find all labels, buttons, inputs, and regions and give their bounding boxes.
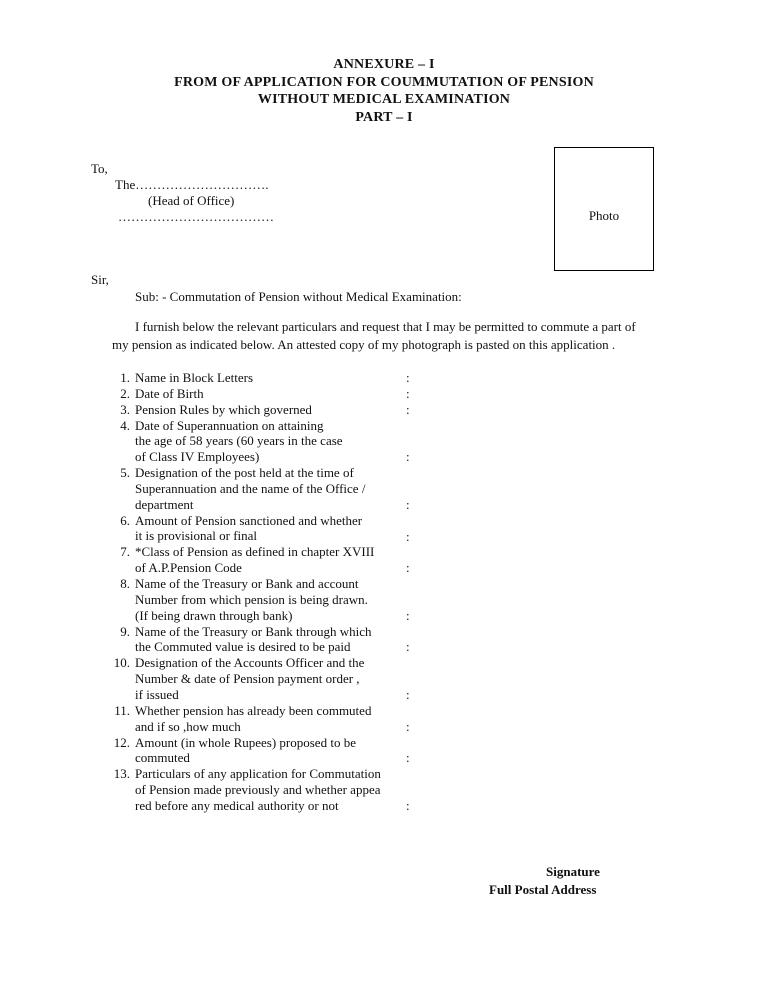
list-item-number: 13. [113,766,130,782]
intro-line-2: my pension as indicated below. An attested copy of my photograph is pasted on this application . [112,337,616,352]
list-item-text: of Class IV Employees) [135,449,260,465]
to-label: To, [91,161,108,176]
list-item-text: commuted [135,750,190,766]
list-item-colon: : [406,560,410,576]
subject-line: Sub: - Commutation of Pension without Medical Examination: [135,289,462,304]
list-item-text: Designation of the post held at the time of [135,465,354,481]
list-item-colon: : [406,496,410,512]
list-item-colon: : [406,797,410,813]
list-item-text: department [135,496,194,512]
list-item-text: (If being drawn through bank) [135,607,293,623]
list-item-number: 4. [120,417,130,433]
list-item-colon: : [406,401,410,417]
photo-box [554,147,654,271]
intro-line-1: I furnish below the relevant particulars and request that I may be permitted to commute a part of [135,319,636,334]
list-item-text: Amount (in whole Rupees) proposed to be [135,734,356,750]
form-subtitle: WITHOUT MEDICAL EXAMINATION [257,92,511,107]
signature-label: Signature [546,864,600,879]
list-item-number: 8. [120,576,130,592]
list-item-text: it is provisional or final [135,528,258,544]
list-item-number: 1. [120,370,130,385]
list-item-number: 6. [120,512,130,528]
list-item-colon: : [406,687,410,702]
list-item-text: Pension Rules by which governed [135,401,312,417]
list-item-colon: : [406,718,410,734]
form-title: FROM OF APPLICATION FOR COUMMUTATION OF PENSION [174,75,594,90]
address-dots: ……………………………… [118,209,274,224]
list-item-text: if issued [135,686,179,702]
head-of-office: (Head of Office) [148,193,235,208]
photo-label: Photo [588,208,620,223]
list-item-text: Date of Birth [135,385,204,401]
list-item-text: Name of the Treasury or Bank through which [135,623,372,639]
list-item-text: Name in Block Letters [135,370,254,385]
list-item-colon: : [406,639,410,655]
list-item-colon: : [406,385,410,401]
list-item-number: 11. [114,702,130,718]
list-item-colon: : [406,607,410,623]
list-item-text: of A.P.Pension Code [135,560,242,576]
list-item-text: of Pension made previously and whether appea [135,782,381,798]
list-item-text: and if so ,how much [135,718,241,734]
list-item-text: *Class of Pension as defined in chapter XVIII [135,544,375,560]
list-item-colon: : [406,528,410,544]
list-item-number: 9. [120,623,130,639]
list-item-text: Amount of Pension sanctioned and whether [135,512,363,528]
list-item-colon: : [406,370,410,385]
list-item-colon: : [406,449,410,465]
list-item-number: 7. [120,544,130,560]
list-item-number: 3. [120,401,130,417]
list-item-text: Designation of the Accounts Officer and the [135,655,365,671]
list-item-text: Name of the Treasury or Bank and account [135,576,359,592]
list-item-text: Date of Superannuation on attaining [135,417,324,433]
list-item-text: Number from which pension is being drawn. [135,591,368,607]
list-item-text: the age of 58 years (60 years in the case [135,433,343,449]
list-item-number: 10. [113,655,130,671]
list-item-text: Whether pension has already been commuted [135,702,372,718]
list-item-text: Particulars of any application for Commutation [135,766,381,782]
postal-address-label: Full Postal Address [489,882,597,897]
the-line: The…………………………. [115,177,269,192]
list-item-text: the Commuted value is desired to be paid [135,639,351,655]
list-item-number: 12. [113,734,130,750]
annexure-title: ANNEXURE – I [333,57,435,72]
list-item-colon: : [406,750,410,766]
part-title: PART – I [355,110,413,125]
list-item-number: 5. [120,465,130,481]
list-item-text: red before any medical authority or not [135,797,339,813]
list-item-number: 2. [120,385,130,401]
salutation: Sir, [91,272,109,287]
list-item-text: Superannuation and the name of the Office / [135,480,366,496]
list-item-text: Number & date of Pension payment order , [135,671,360,687]
